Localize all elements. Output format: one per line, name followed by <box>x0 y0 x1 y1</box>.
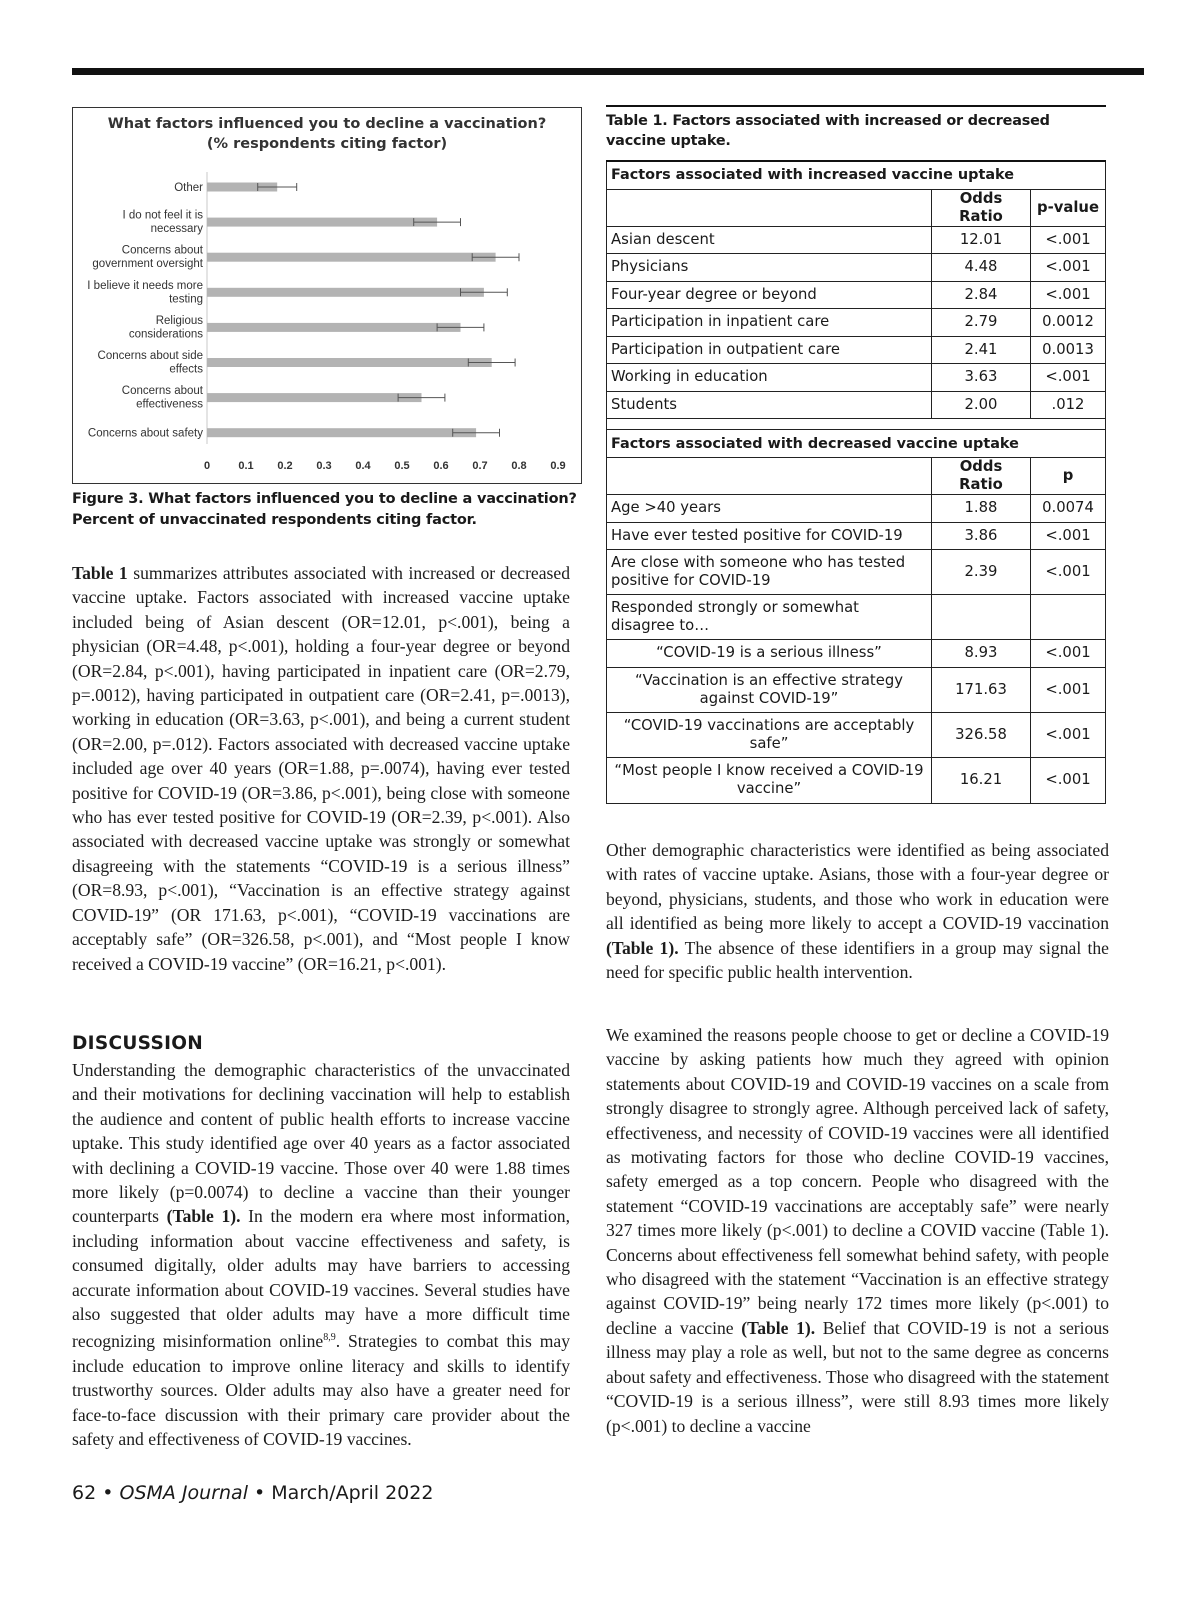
citation-superscript: 8,9 <box>323 1332 336 1344</box>
bar <box>207 253 496 262</box>
cell-or: 326.58 <box>932 712 1031 757</box>
cell-or: 171.63 <box>932 667 1031 712</box>
page-top-rule <box>72 68 1144 75</box>
header-p-value: p-value <box>1031 189 1106 226</box>
cell-p: <.001 <box>1031 364 1106 392</box>
table-spacer <box>607 419 1106 430</box>
cell-or: 2.39 <box>932 550 1031 595</box>
tick-label: 0.4 <box>355 460 371 472</box>
table-ref: (Table 1). <box>741 1317 816 1338</box>
cell-or: 16.21 <box>932 757 1031 803</box>
cell-or: 1.88 <box>932 495 1031 523</box>
chart-subtitle: (% respondents citing factor) <box>206 136 448 152</box>
demographics-text-a: Other demographic characteristics were identified as being associated with rates of vaccine uptake. Asians, those with a four-year degree or beyond, physicians, students, and those who work in education were all identified as being more likely to accept a COVID-19 vaccination <box>606 840 1109 934</box>
journal-name: OSMA Journal <box>119 1482 248 1504</box>
bar-chart-svg <box>73 108 583 485</box>
tick-label: 0.1 <box>238 460 254 472</box>
cell-p: 0.0012 <box>1031 309 1106 337</box>
category-label: effects <box>169 363 203 376</box>
category-label: testing <box>169 293 203 306</box>
cell-or: 2.41 <box>932 336 1031 364</box>
category-label: I do not feel it is <box>122 209 203 222</box>
cell-or: 3.86 <box>932 522 1031 550</box>
table-ref: (Table 1). <box>606 937 679 958</box>
discussion-text-b: In the modern era where most information, including information about vaccine effectiveness and safety, is consumed digitally, older adults may have barriers to accessing accurate information about COVID-19 vaccines. Several studies have also suggested that older adults may have a more difficult time recognizing misinformation online <box>72 1206 570 1352</box>
category-label: Other <box>174 182 203 194</box>
cell-label: Have ever tested positive for COVID-19 <box>607 522 932 550</box>
cell-or: 2.79 <box>932 309 1031 337</box>
cell-p: <.001 <box>1031 522 1106 550</box>
demographics-text-b: The absence of these identifiers in a group may signal the need for specific public health intervention. <box>606 937 1109 983</box>
category-label: necessary <box>150 223 203 236</box>
category-label: Concerns about <box>121 244 203 257</box>
cell-label: Working in education <box>607 364 932 392</box>
cell-or: 8.93 <box>932 640 1031 668</box>
cell-or: 4.48 <box>932 254 1031 282</box>
figure-3-chart <box>72 107 582 484</box>
category-label: government oversight <box>92 258 203 271</box>
chart-title: What factors influenced you to decline a vaccination? <box>107 116 547 132</box>
cell-p <box>1031 595 1106 640</box>
results-paragraph <box>72 561 570 976</box>
table-section-decreased <box>607 430 1106 458</box>
cell-p: <.001 <box>1031 226 1106 254</box>
discussion-text-c: . Strategies to combat this may include education to improve online literacy and skills to identify trustworthy sources. Older adults may also have a greater need for face-to-face discussion with their primary care provider about the safety and effectiveness of COVID-19 vaccines. <box>72 1331 570 1449</box>
cell-label: “Vaccination is an effective strategy against COVID-19” <box>607 667 932 712</box>
cell-p: 0.0074 <box>1031 495 1106 523</box>
cell-p: <.001 <box>1031 281 1106 309</box>
cell-p: <.001 <box>1031 550 1106 595</box>
discussion-paragraph <box>72 1058 570 1451</box>
reasons-paragraph <box>606 1023 1109 1438</box>
tick-label: 0.6 <box>433 460 449 472</box>
bar <box>207 358 492 367</box>
header-odds-ratio: Odds Ratio <box>932 189 1031 226</box>
section-title: Factors associated with decreased vaccine uptake <box>607 430 1106 458</box>
table-section-increased <box>607 161 1106 189</box>
table-row <box>607 391 1106 419</box>
table-row <box>607 595 1106 640</box>
bar <box>207 323 461 332</box>
figure-caption: Figure 3. What factors influenced you to decline a vaccination? Percent of unvaccinated respondents citing factor. <box>72 491 577 528</box>
tick-label: 0 <box>203 460 211 472</box>
cell-label: Asian descent <box>607 226 932 254</box>
table-header-row <box>607 189 1106 226</box>
table-row <box>607 364 1106 392</box>
tick-label: 0.7 <box>472 460 488 472</box>
cell-label: Physicians <box>607 254 932 282</box>
cell-label: Students <box>607 391 932 419</box>
cell-or <box>932 595 1031 640</box>
bar <box>207 218 437 227</box>
cell-label: “COVID-19 vaccinations are acceptably safe” <box>607 712 932 757</box>
cell-label: Participation in outpatient care <box>607 336 932 364</box>
page-footer <box>72 1482 433 1504</box>
header-empty-cell <box>607 458 932 495</box>
table-row <box>607 254 1106 282</box>
cell-p: <.001 <box>1031 254 1106 282</box>
header-empty-cell <box>607 189 932 226</box>
cell-label: Age >40 years <box>607 495 932 523</box>
table-row <box>607 667 1106 712</box>
cell-p: <.001 <box>1031 640 1106 668</box>
table-row <box>607 640 1106 668</box>
table-ref: (Table 1). <box>166 1206 241 1227</box>
cell-label: “COVID-19 is a serious illness” <box>607 640 932 668</box>
tick-label: 0.3 <box>316 460 332 472</box>
cell-label: Participation in inpatient care <box>607 309 932 337</box>
cell-or: 2.00 <box>932 391 1031 419</box>
demographics-paragraph <box>606 838 1109 984</box>
table-header-row <box>607 458 1106 495</box>
spacer-cell <box>607 419 1106 430</box>
table-row <box>607 281 1106 309</box>
table-ref-lead: Table 1 <box>72 563 128 583</box>
category-label: Concerns about side <box>97 350 203 362</box>
cell-p: <.001 <box>1031 757 1106 803</box>
discussion-heading: DISCUSSION <box>72 1033 204 1054</box>
discussion-text-a: Understanding the demographic characteristics of the unvaccinated and their motivations for declining vaccination will help to establish the audience and content of public health efforts to increase vaccine uptake. This study identified age over 40 years as a factor associated with declining a COVID-19 vaccine. Those over 40 were 1.88 times more likely (p=0.0074) to decline a vaccine than their younger counterparts <box>72 1060 570 1227</box>
tick-label: 0.2 <box>277 460 293 472</box>
category-label: Religious <box>155 314 203 327</box>
cell-or: 2.84 <box>932 281 1031 309</box>
issue-date: March/April 2022 <box>271 1482 434 1504</box>
cell-label: Responded strongly or somewhat disagree to… <box>607 595 932 640</box>
header-p: p <box>1031 458 1106 495</box>
tick-label: 0.8 <box>511 460 527 472</box>
category-label: I believe it needs more <box>87 279 203 292</box>
table-row <box>607 757 1106 803</box>
header-odds-ratio: Odds Ratio <box>932 458 1031 495</box>
bar <box>207 288 484 297</box>
reasons-text-a: We examined the reasons people choose to get or decline a COVID-19 vaccine by asking patients how much they agreed with opinion statements about COVID-19 and COVID-19 vaccines on a scale from strongly disagree to strongly agree. Although perceived lack of safety, effectiveness, and necessity of COVID-19 vaccines were all identified as motivating factors for those who decline COVID-19 vaccines, safety emerged as a top concern. People who disagreed with the statement “COVID-19 vaccinations are acceptably safe” were nearly 327 times more likely (p<.001) to decline a COVID vaccine (Table 1). Concerns about effectiveness fell somewhat behind safety, with people who disagreed with the statement “Vaccination is an effective strategy against COVID-19” being nearly 172 times more likely (p<.001) to decline a vaccine <box>606 1025 1109 1338</box>
cell-p: 0.0013 <box>1031 336 1106 364</box>
table-1-title: Table 1. Factors associated with increased or decreased vaccine uptake. <box>606 105 1106 151</box>
footer-separator: • <box>96 1482 120 1504</box>
cell-p: <.001 <box>1031 667 1106 712</box>
page-number: 62 <box>72 1482 97 1504</box>
tick-label: 0.9 <box>550 460 566 472</box>
section-title: Factors associated with increased vaccine uptake <box>607 161 1106 189</box>
cell-or: 3.63 <box>932 364 1031 392</box>
table-row <box>607 336 1106 364</box>
cell-label: “Most people I know received a COVID-19 vaccine” <box>607 757 932 803</box>
table-row <box>607 550 1106 595</box>
table-row <box>607 309 1106 337</box>
category-label: considerations <box>128 328 203 341</box>
cell-label: Four-year degree or beyond <box>607 281 932 309</box>
reasons-text-b: Belief that COVID-19 is not a serious illness may play a role as well, but not to the same degree as concerns about safety and effectiveness. Those who disagreed with the statement “COVID-19 is a serious illness”, were still 8.93 times more likely (p<.001) to decline a vaccine <box>606 1317 1109 1436</box>
footer-separator: • <box>247 1482 272 1504</box>
table-row <box>607 712 1106 757</box>
cell-p: .012 <box>1031 391 1106 419</box>
category-label: effectiveness <box>136 398 203 411</box>
bar <box>207 393 422 402</box>
category-label: Concerns about <box>121 385 203 398</box>
bar <box>207 428 476 437</box>
category-label: Concerns about safety <box>87 427 203 440</box>
cell-p: <.001 <box>1031 712 1106 757</box>
table-row <box>607 495 1106 523</box>
table-row <box>607 226 1106 254</box>
cell-label: Are close with someone who has tested positive for COVID-19 <box>607 550 932 595</box>
table-1 <box>606 160 1106 804</box>
cell-or: 12.01 <box>932 226 1031 254</box>
table-row <box>607 522 1106 550</box>
results-text: summarizes attributes associated with increased or decreased vaccine uptake. Factors associated with increased vaccine uptake included being of Asian descent (OR=12.01, p<.001), being a physician (OR=4.48, p<.001), holding a four-year degree or beyond (OR=2.84, p<.001), having participated in inpatient care (OR=2.79, p=.0012), having participated in outpatient care (OR=2.41, p=.0013), working in education (OR=3.63, p<.001), and being a current student (OR=2.00, p=.012). Factors associated with decreased vaccine uptake included age over 40 years (OR=1.88, p=.0074), having ever tested positive for COVID-19 (OR=3.86, p<.001), being close with someone who has ever tested positive for COVID-19 (OR=2.39, p<.001). Also associated with decreased vaccine uptake was strongly or somewhat disagreeing with the statements “COVID-19 is a serious illness” (OR=8.93, p<.001), “Vaccination is an effective strategy against COVID-19” (OR 171.63, p<.001), “COVID-19 vaccinations are acceptably safe” (OR=326.58, p<.001), and “Most people I know received a COVID-19 vaccine” (OR=16.21, p<.001). <box>72 563 570 974</box>
tick-label: 0.5 <box>394 460 410 472</box>
